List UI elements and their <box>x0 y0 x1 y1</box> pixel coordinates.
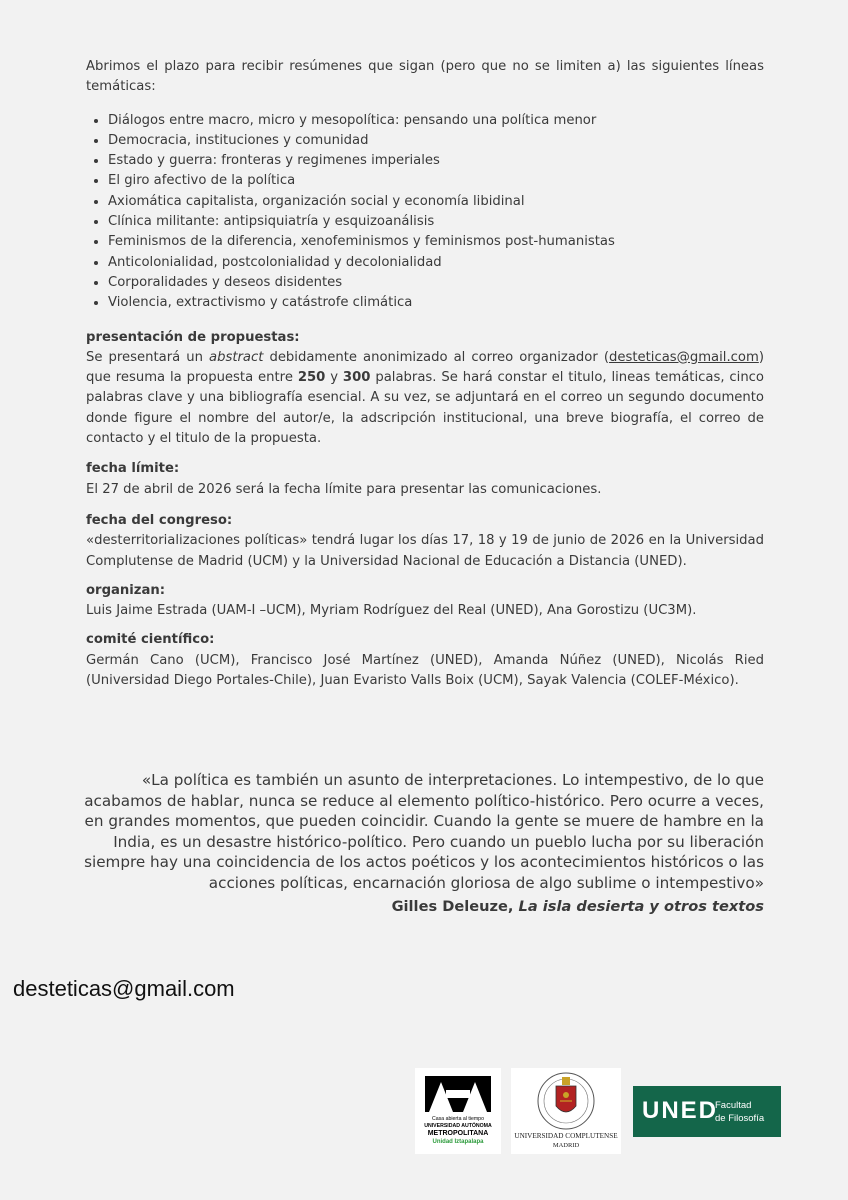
list-item: • Anticolonialidad, postcolonialidad y decolonialidad <box>108 253 764 273</box>
deleuze-quote <box>80 770 764 894</box>
uam-line1: Casa abierta al tiempo <box>432 1116 484 1122</box>
contact-email[interactable]: desteticas@gmail.com <box>13 976 235 1001</box>
committee-text: Germán Cano (UCM), Francisco José Martínez (UNED), Amanda Núñez (UNED), Nicolás Ried (Universidad Diego Portales-Chile), Juan Evaristo Valls Boix (UCM), Sayak Valencia (COLEF-México). <box>86 652 764 689</box>
thematic-lines-list <box>86 111 764 314</box>
proposals-text: Se presentará un abstract debidamente anonimizado al correo organizador (desteticas@gmail.com) que resuma la propuesta entre 250 y 300 palabras. Se hará constar el titulo, lineas temáticas, cinco palabras clave y una bibliografía esencial. A su vez, se adjuntará en el correo un segundo documento donde figure el nombre del autor/e, la adscripción institucional, una breve biografía, el correo de contacto y el titulo de la propuesta. <box>86 349 764 447</box>
ucm-logo <box>511 1068 621 1154</box>
uned-faculty-line1: Facultad <box>715 1100 752 1111</box>
deadline-section <box>86 459 764 500</box>
ucm-line2: MADRID <box>552 1142 580 1149</box>
quote-text: «La política es también un asunto de interpretaciones. Lo intempestivo, de lo que acabamos de hablar, nunca se reduce al elemento político-histórico. Pero ocurre a veces, en grandes momentos, que pueden coincidir. Cuando la gente se muere de hambre en la India, es un desastre histórico-político. Pero cuando un pueblo lucha por su liberación siempre hay una coincidencia de los actos poéticos y los acontecimientos históricos o las acciones políticas, encarnación gloriosa de algo sublime o intempestivo» <box>84 771 764 892</box>
organizers-heading: organizan: <box>86 582 166 598</box>
organizer-email-link[interactable]: desteticas@gmail.com <box>608 349 759 365</box>
congress-date-text: «desterritorializaciones políticas» tendrá lugar los días 17, 18 y 19 de junio de 2026 en la Universidad Complutense de Madrid (UCM) y la Universidad Nacional de Educación a Distancia (UNED). <box>86 533 764 569</box>
uned-wordmark: UNED <box>642 1097 719 1124</box>
proposals-section <box>86 328 764 450</box>
uam-line3: METROPOLITANA <box>427 1130 489 1137</box>
uam-line4: Unidad Iztapalapa <box>432 1139 484 1145</box>
list-item: • El giro afectivo de la política <box>108 171 764 191</box>
deadline-text: El 27 de abril de 2026 será la fecha límite para presentar las comunicaciones. <box>86 481 602 497</box>
list-item: • Democracia, instituciones y comunidad <box>108 131 764 151</box>
uned-logo <box>633 1086 781 1137</box>
congress-date-heading: fecha del congreso: <box>86 512 233 528</box>
list-item: • Estado y guerra: fronteras y regimenes imperiales <box>108 151 764 171</box>
quote-work-title: La isla desierta y otros textos <box>518 898 764 915</box>
committee-section <box>86 630 764 691</box>
list-item: • Violencia, extractivismo y catástrofe climática <box>108 293 764 313</box>
call-for-papers-body <box>86 57 764 691</box>
uned-faculty-line2: de Filosofía <box>715 1113 765 1124</box>
uam-logo <box>415 1068 501 1154</box>
list-item: • Corporalidades y deseos disidentes <box>108 273 764 293</box>
organizers-section <box>86 581 764 622</box>
committee-heading: comité científico: <box>86 632 215 648</box>
uam-line2: UNIVERSIDAD AUTÓNOMA <box>424 1123 492 1129</box>
ucm-line1: UNIVERSIDAD COMPLUTENSE <box>514 1132 618 1140</box>
quote-attribution: Gilles Deleuze, La isla desierta y otros textos <box>391 898 764 915</box>
list-item: • Clínica militante: antipsiquiatría y esquizoanálisis <box>108 212 764 232</box>
organizers-text: Luis Jaime Estrada (UAM-I –UCM), Myriam Rodríguez del Real (UNED), Ana Gorostizu (UC3M). <box>86 603 697 619</box>
proposals-heading: presentación de propuestas: <box>86 329 300 345</box>
congress-date-section <box>86 511 764 572</box>
intro-paragraph: Abrimos el plazo para recibir resúmenes que sigan (pero que no se limiten a) las siguientes líneas temáticas: <box>86 59 764 95</box>
list-item: • Diálogos entre macro, micro y mesopolítica: pensando una política menor <box>108 111 764 131</box>
list-item: • Axiomática capitalista, organización social y economía libidinal <box>108 192 764 212</box>
list-item: • Feminismos de la diferencia, xenofeminismos y feminismos post-humanistas <box>108 232 764 252</box>
deadline-heading: fecha límite: <box>86 461 180 477</box>
